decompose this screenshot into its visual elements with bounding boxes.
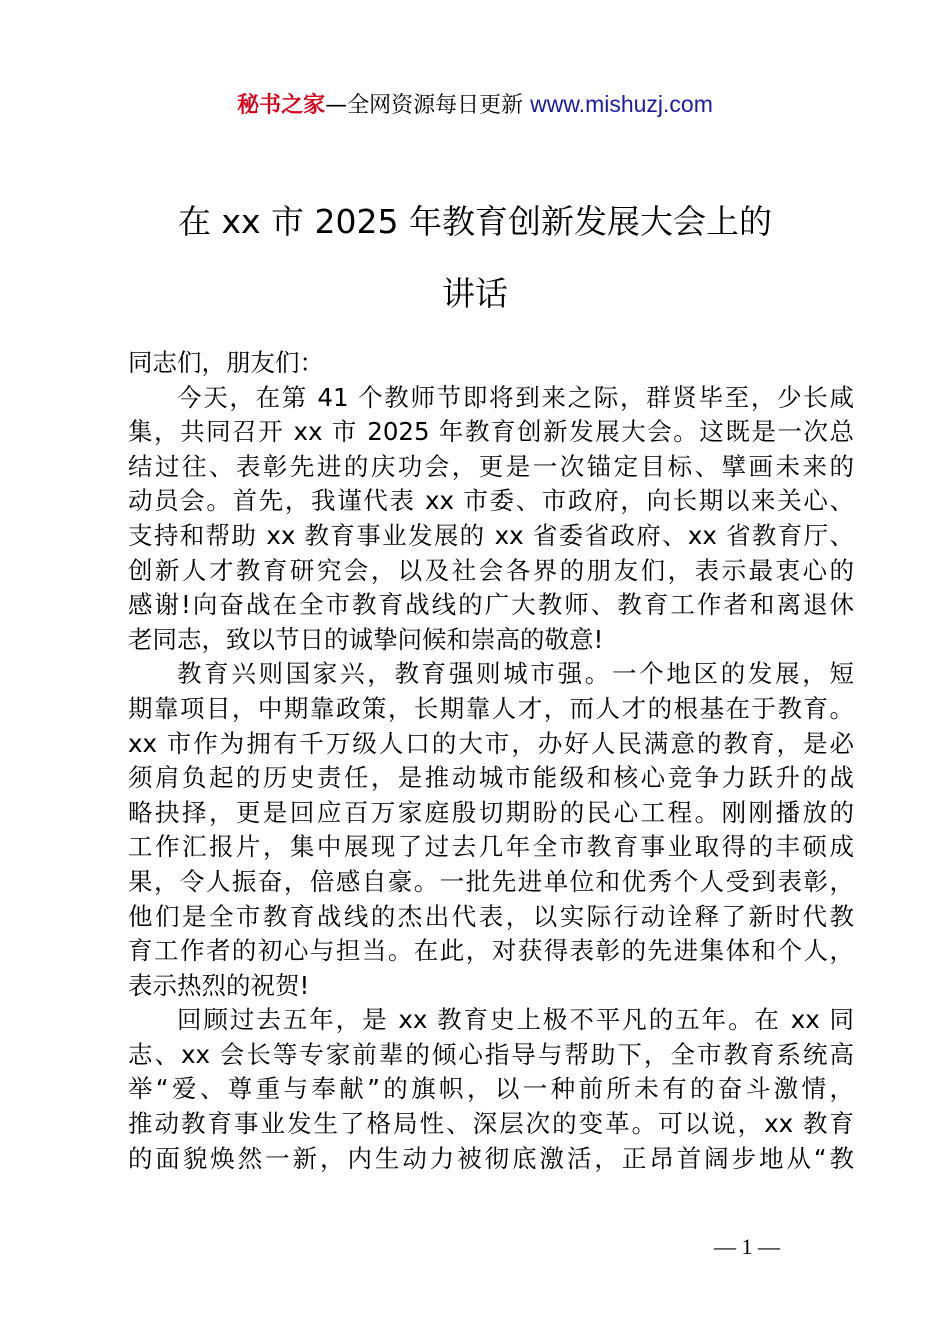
text-line: 他们是全市教育战线的杰出代表，以实际行动诠释了新时代教 bbox=[128, 901, 854, 931]
text-line: 的面貌焕然一新，内生动力被彻底激活，正昂首阔步地从“教 bbox=[128, 1143, 854, 1173]
text-line: xx 市作为拥有千万级人口的大市，办好人民满意的教育，是必 bbox=[128, 728, 854, 758]
text-line: 期靠项目，中期靠政策，长期靠人才，而人才的根基在于教育。 bbox=[128, 693, 854, 723]
text-line: 育工作者的初心与担当。在此，对获得表彰的先进集体和个人， bbox=[128, 936, 854, 966]
page-number-label: — 1 — bbox=[714, 1234, 780, 1259]
text-line: 今天，在第 41 个教师节即将到来之际，群贤毕至，少长咸 bbox=[177, 382, 854, 412]
text-line: 感谢!向奋战在全市教育战线的广大教师、教育工作者和离退休 bbox=[128, 590, 854, 620]
text-line: 略抉择，更是回应百万家庭殷切期盼的民心工程。刚刚播放的 bbox=[128, 797, 854, 827]
text-line: 创新人才教育研究会，以及社会各界的朋友们，表示最衷心的 bbox=[128, 555, 854, 585]
text-line: 表示热烈的祝贺! bbox=[128, 970, 310, 1000]
text-line: 支持和帮助 xx 教育事业发展的 xx 省委省政府、xx 省教育厅、 bbox=[128, 520, 854, 550]
text-line: 老同志，致以节日的诚挚问候和崇高的敬意! bbox=[128, 624, 604, 654]
title-line-1: 在 xx 市 2025 年教育创新发展大会上的 bbox=[178, 202, 772, 241]
site-slogan: —全网资源每日更新 bbox=[325, 93, 531, 118]
speech-body bbox=[128, 346, 854, 1176]
site-brand: 秘书之家 bbox=[237, 93, 326, 118]
text-line: 结过往、表彰先进的庆功会，更是一次锚定目标、擘画未来的 bbox=[128, 451, 854, 481]
text-line: 动员会。首先，我谨代表 xx 市委、市政府，向长期以来关心、 bbox=[128, 486, 854, 516]
site-url-link[interactable]: www.mishuzj.com bbox=[530, 91, 713, 117]
page-number bbox=[0, 1232, 950, 1262]
text-line: 推动教育事业发生了格局性、深层次的变革。可以说，xx 教育 bbox=[128, 1109, 854, 1139]
salutation: 同志们，朋友们： bbox=[128, 348, 324, 377]
text-line: 志、xx 会长等专家前辈的倾心指导与帮助下，全市教育系统高 bbox=[128, 1039, 854, 1069]
text-line: 举“爱、尊重与奉献”的旗帜，以一种前所未有的奋斗激情， bbox=[128, 1074, 854, 1104]
text-line: 回顾过去五年，是 xx 教育史上极不平凡的五年。在 xx 同 bbox=[177, 1005, 854, 1035]
text-line: 工作汇报片，集中展现了过去几年全市教育事业取得的丰硕成 bbox=[128, 832, 854, 862]
site-header bbox=[0, 88, 950, 122]
text-line: 果，令人振奋，倍感自豪。一批先进单位和优秀个人受到表彰， bbox=[128, 866, 854, 896]
text-line: 须肩负起的历史责任，是推动城市能级和核心竞争力跃升的战 bbox=[128, 763, 854, 793]
title-line-2: 讲话 bbox=[442, 274, 508, 313]
document-title bbox=[0, 186, 950, 330]
text-line: 集，共同召开 xx 市 2025 年教育创新发展大会。这既是一次总 bbox=[128, 417, 854, 447]
text-line: 教育兴则国家兴，教育强则城市强。一个地区的发展，短 bbox=[177, 659, 854, 689]
